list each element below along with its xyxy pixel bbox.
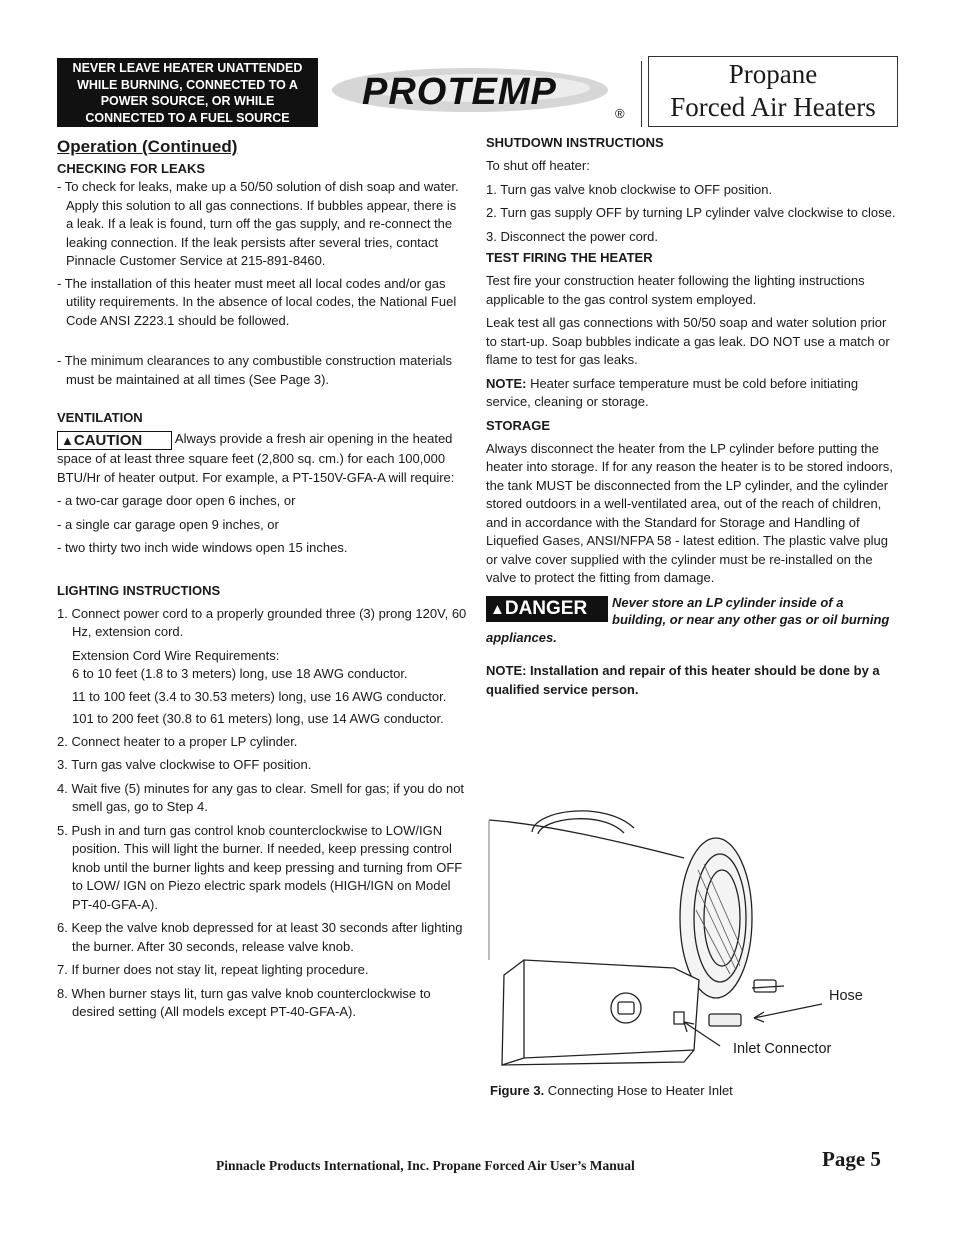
shutdown-step: 1. Turn gas valve knob clockwise to OFF position.	[486, 181, 773, 197]
warning-line: POWER SOURCE, OR WHILE	[100, 94, 275, 108]
ventilation-paragraph: ▲CAUTION Always provide a fresh air opening in the heated space of at least three square feet (2,800 sq. cm.) for each 100,000 BTU/Hr of heater output. For example, a PT-150V-GFA-A will require:	[57, 431, 455, 485]
ventilation-item: - a two-car garage door open 6 inches, or	[57, 493, 296, 508]
caution-badge: ▲CAUTION	[57, 431, 172, 450]
inlet-connector-label: Inlet Connector	[733, 1041, 832, 1057]
ventilation-item: - two thirty two inch wide windows open 15 inches.	[57, 540, 348, 555]
shutdown-intro: To shut off heater:	[486, 158, 590, 173]
section-title: Operation (Continued)	[57, 137, 238, 156]
page-number: Page 5	[822, 1147, 881, 1171]
lighting-step: 7. If burner does not stay lit, repeat lighting procedure.	[57, 962, 369, 977]
cord-requirement: 101 to 200 feet (30.8 to 61 meters) long, use 14 AWG conductor.	[72, 711, 444, 726]
shutdown-step: 3. Disconnect the power cord.	[486, 228, 658, 244]
lighting-step: 8. When burner stays lit, turn gas valve knob counterclockwise to desired setting (All models except PT-40-GFA-A).	[57, 985, 431, 1019]
shutdown-heading: SHUTDOWN INSTRUCTIONS	[486, 135, 664, 150]
ventilation-item: - a single car garage open 9 inches, or	[57, 516, 279, 532]
leaks-heading: CHECKING FOR LEAKS	[57, 161, 206, 176]
right-column	[486, 134, 898, 703]
install-note: NOTE: Installation and repair of this heater should be done by a qualified service person.	[486, 663, 880, 697]
ventilation-heading: VENTILATION	[57, 410, 143, 425]
svg-text:PROTEMP: PROTEMP	[362, 71, 557, 113]
lighting-step: 1. Connect power cord to a properly grounded three (3) prong 120V, 60 Hz, extension cord.	[57, 605, 467, 639]
warning-banner	[57, 58, 318, 127]
leaks-item: - The minimum clearances to any combustible construction materials must be maintained at all times (See Page 3).	[57, 353, 452, 387]
lighting-heading: LIGHTING INSTRUCTIONS	[57, 582, 221, 598]
danger-notice: ▲DANGER Never store an LP cylinder inside of a building, or near any other gas or oil burning appliances.	[486, 594, 890, 645]
hose-label: Hose	[829, 988, 863, 1004]
test-paragraph: Test fire your construction heater following the lighting instructions applicable to the gas control system employed.	[486, 273, 865, 307]
svg-text:®: ®	[615, 106, 625, 121]
warning-line: WHILE BURNING, CONNECTED TO A	[77, 77, 298, 92]
warning-line: NEVER LEAVE HEATER UNATTENDED	[72, 61, 303, 75]
test-paragraph: Leak test all gas connections with 50/50 soap and water solution prior to start-up. Soap bubbles indicate a gas leak. DO NOT use a match or flame to test for gas leaks.	[486, 315, 890, 367]
storage-paragraph: Always disconnect the heater from the LP cylinder before putting the heater into storage. If for any reason the heater is to be stored indoors, the tank MUST be disconnected from the LP cylinder, and the cylinder stored outdoors in a well-ventilated area, out of the reach of children, and in accordance with the Standard for Storage and Handling of Liquefied Gases, ANSI/NFPA 58 - latest edition. The plastic valve plug or valve cover supplied with the cylinder must be re-installed on the valve to protect the fitting from damage.	[486, 440, 893, 585]
title-line: Propane	[728, 59, 818, 89]
left-column	[57, 136, 467, 1026]
shutdown-step: 2. Turn gas supply OFF by turning LP cylinder valve clockwise to close.	[486, 205, 896, 220]
leaks-item: - To check for leaks, make up a 50/50 solution of dish soap and water. Apply this solution to all gas connections. If bubbles appear, there is a leak. If a leak is found, turn off the gas supply, and re-connect the leaking connection. If the leak persists after several tries, contact Pinnacle Customer Service at 215-891-8460.	[57, 179, 459, 268]
document-title	[648, 56, 898, 127]
warning-triangle-icon: ▲	[490, 600, 505, 618]
footer-text: Pinnacle Products International, Inc. Propane Forced Air User’s Manual	[216, 1158, 635, 1173]
test-firing-heading: TEST FIRING THE HEATER	[486, 250, 653, 265]
cord-requirement: 11 to 100 feet (3.4 to 30.53 meters) long, use 16 AWG conductor.	[72, 688, 447, 704]
lighting-step: 6. Keep the valve knob depressed for at least 30 seconds after lighting the burner. After 30 seconds, release valve knob.	[57, 920, 463, 954]
storage-heading: STORAGE	[486, 417, 551, 433]
warning-line: CONNECTED TO A FUEL SOURCE	[85, 110, 290, 125]
lighting-step: 5. Push in and turn gas control knob counterclockwise to LOW/IGN position. This will light the burner. If needed, keep pressing control knob until the burner lights and keep pressing and turning from OFF to LOW/ IGN on Piezo electric spark models (HIGH/IGN on Model PT-40-GFA-A).	[57, 822, 463, 912]
cord-requirements: Extension Cord Wire Requirements: 6 to 10 feet (1.8 to 3 meters) long, use 18 AWG conductor.	[72, 647, 408, 681]
danger-badge: ▲DANGER	[486, 596, 608, 622]
lighting-step: 3. Turn gas valve clockwise to OFF position.	[57, 757, 312, 772]
protemp-logo	[330, 62, 640, 124]
title-line: Forced Air Heaters	[670, 92, 876, 122]
warning-triangle-icon: ▲	[61, 433, 74, 448]
leaks-item: - The installation of this heater must meet all local codes and/or gas utility requirements. In the absence of local codes, the National Fuel Code ANSI Z223.1 should be followed.	[57, 275, 457, 328]
heater-hose-illustration	[484, 800, 894, 1070]
figure-caption: Figure 3. Connecting Hose to Heater Inlet	[490, 1083, 733, 1098]
lighting-step: 2. Connect heater to a proper LP cylinder.	[57, 733, 298, 749]
note-paragraph: NOTE: Heater surface temperature must be cold before initiating service, cleaning or storage.	[486, 375, 859, 409]
lighting-step: 4. Wait five (5) minutes for any gas to clear. Smell for gas; if you do not smell gas, go to Step 4.	[57, 780, 465, 814]
